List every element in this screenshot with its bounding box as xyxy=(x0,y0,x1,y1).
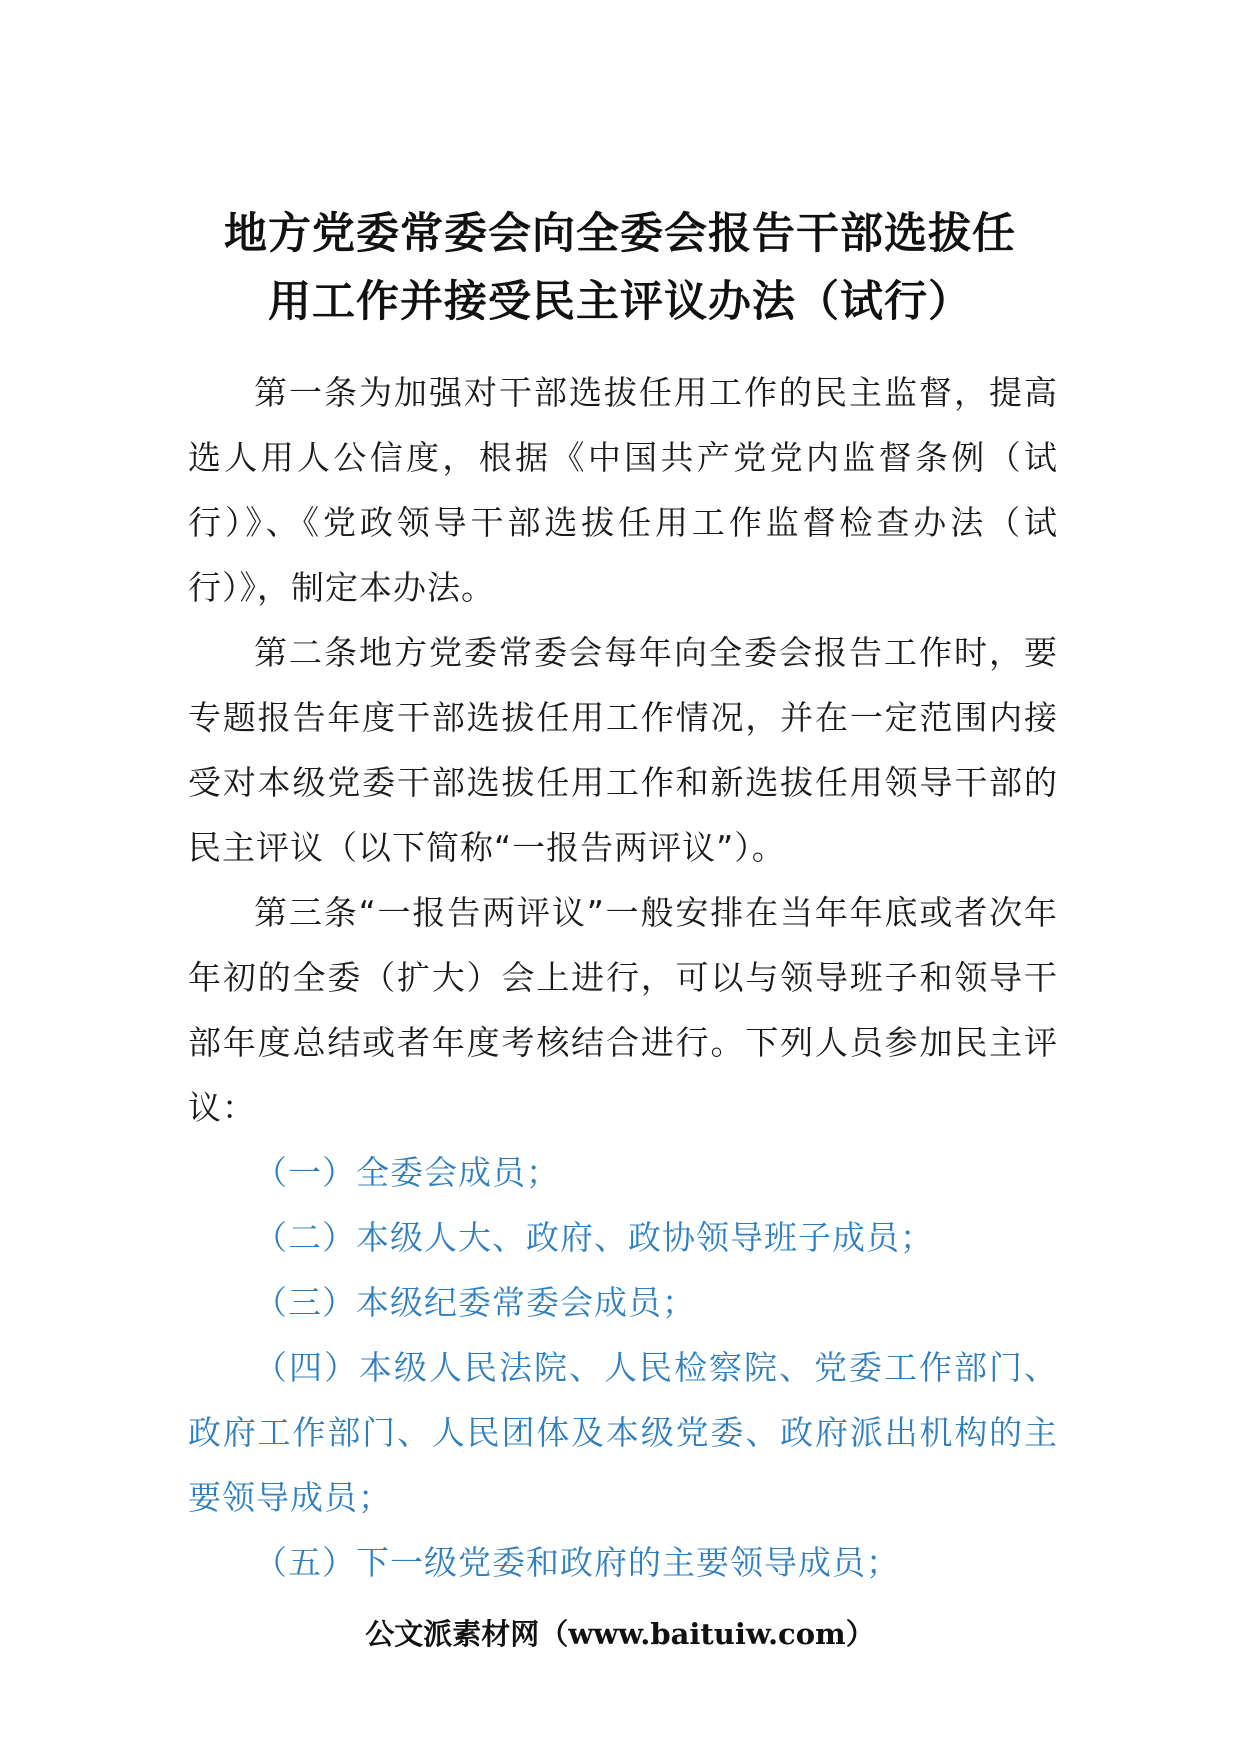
list-item: （四）本级人民法院、人民检察院、党委工作部门、政府工作部门、人民团体及本级党委、政府派出机构的主要领导成员； xyxy=(188,1348,1058,1517)
document-title xyxy=(150,200,1090,336)
list-item: （五）下一级党委和政府的主要领导成员； xyxy=(254,1543,900,1582)
footer-watermark: 公文派素材网（www.baituiw.com） xyxy=(365,1617,875,1651)
list-item: （二）本级人大、政府、政协领导班子成员； xyxy=(254,1218,934,1257)
document-body xyxy=(188,360,1058,1595)
article-1: 第一条为加强对干部选拔任用工作的民主监督，提高选人用人公信度，根据《中国共产党党内监督条例（试行）》、《党政领导干部选拔任用工作监督检查办法（试行）》，制定本办法。 xyxy=(188,373,1058,607)
list-item: （一）全委会成员； xyxy=(254,1153,560,1192)
title-line-2: 用工作并接受民主评议办法（试行） xyxy=(268,277,972,327)
list-item: （三）本级纪委常委会成员； xyxy=(254,1283,696,1322)
title-line-1: 地方党委常委会向全委会报告干部选拔任 xyxy=(224,209,1016,259)
article-3: 第三条“一报告两评议”一般安排在当年年底或者次年年初的全委（扩大）会上进行，可以与领导班子和领导干部年度总结或者年度考核结合进行。下列人员参加民主评议： xyxy=(188,893,1058,1127)
article-2: 第二条地方党委常委会每年向全委会报告工作时，要专题报告年度干部选拔任用工作情况，并在一定范围内接受对本级党委干部选拔任用工作和新选拔任用领导干部的民主评议（以下简称“一报告两评议”）。 xyxy=(188,633,1058,867)
